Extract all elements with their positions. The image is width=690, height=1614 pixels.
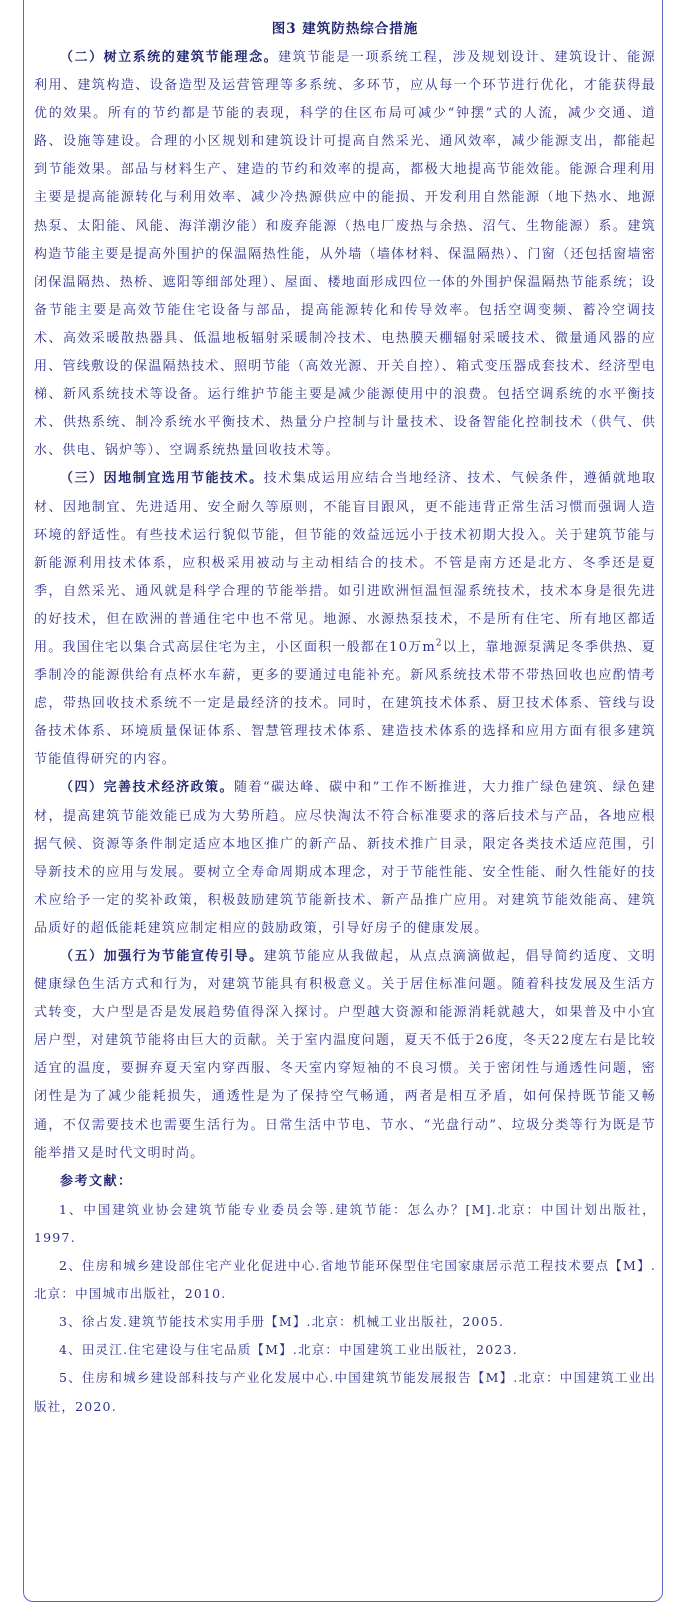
section-text: 以上，靠地源泵满足冬季供热、夏季制冷的能源供给有点杯水车薪，更多的要通过电能补充。新风系统技术带不带热回收也应酌情考虑，带热回收技术系统不一定是最经济的技术。同时，在建筑技术体系、厨卫技术体系、管线与设备技术体系、环境质量保证体系、智慧管理技术体系、建造技术体系的选择和应用方面有很多建筑节能值得研究的内容。 [34, 639, 656, 768]
section-text: 建筑节能应从我做起，从点点滴滴做起，倡导简约适度、文明健康绿色生活方式和行为，对建筑节能具有积极意义。关于居住标准问题。随着科技发展及生活方式转变，大户型是否是发展趋势值得深入探讨。户型越大资源和能源消耗就越大，如果普及中小宜居户型，对建筑节能将由巨大的贡献。关于室内温度问题，夏天不低于26度，冬天22度左右是比较适宜的温度，要摒弃夏天室内穿西服、冬天室内穿短袖的不良习惯。关于密闭性与通透性问题，密闭性是为了减少能耗损失，通透性是为了保持空气畅通，两者是相互矛盾，如何保持既节能又畅通，不仅需要技术也需要生活行为。日常生活中节电、节水、“光盘行动”、垃圾分类等行为既是节能举措又是时代文明时尚。 [34, 949, 656, 1161]
section-heading: （四）完善技术经济政策。 [60, 780, 234, 796]
superscript: 2 [435, 638, 443, 649]
section-heading: （二）树立系统的建筑节能理念。 [60, 50, 279, 65]
section-economic-policy [34, 774, 656, 943]
section-text: 建筑节能是一项系统工程，涉及规划设计、建筑设计、能源利用、建筑构造、设备造型及运营管理等多系统、多环节，应从每一个环节进行优化，才能获得最优的效果。所有的节约都是节能的表现，科学的住区布局可减少“钟摆”式的人流，减少交通、道路、设施等建设。合理的小区规划和建筑设计可提高自然采光、通风效率，减少能源支出，都能起到节能效果。部品与材料生产、建造的节约和效率的提高，都极大地提高节能效能。能源合理利用主要是提高能源转化与利用效率、减少冷热源供应中的能损、开发利用自然能源（地下热水、地源热泵、太阳能、风能、海洋潮汐能）和废弃能源（热电厂废热与余热、沼气、生物能源）系。建筑构造节能主要是提高外围护的保温隔热性能，从外墙（墙体材料、保温隔热）、门窗（还包括窗墙密闭保温隔热、热桥、遮阳等细部处理）、屋面、楼地面形成四位一体的外围护保温隔热节能系统；设备节能主要是高效节能住宅设备与部品，提高能源转化和传导效率。包括空调变频、蓄冷空调技术、高效采暖散热器具、低温地板辐射采暖制冷技术、电热膜天棚辐射采暖技术、微量通风器的应用、管线敷设的保温隔热技术、照明节能（高效光源、开关自控）、箱式变压器成套技术、经济型电梯、新风系统技术等设备。运行维护节能主要是减少能源使用中的浪费。包括空调系统的水平衡技术、供热系统、制冷系统水平衡技术、热量分户控制与计量技术、设备智能化控制技术（供气、供水、供电、锅炉等）、空调系统热量回收技术等。 [34, 50, 656, 459]
reference-item: 1、中国建筑业协会建筑节能专业委员会等.建筑节能：怎么办？[M].北京：中国计划出版社，1997. [34, 1201, 656, 1245]
references-title: 参考文献： [60, 1173, 133, 1189]
section-local-technology [34, 465, 656, 774]
section-text: 技术集成运用应结合当地经济、技术、气候条件，遵循就地取材、因地制宜、先进适用、安全耐久等原则，不能盲目跟风，更不能违背正常生活习惯而强调人造环境的舒适性。有些技术运行貌似节能，但节能的效益远远小于技术初期大投入。关于建筑节能与新能源利用技术体系，应积极采用被动与主动相结合的技术。不管是南方还是北方、冬季还是夏季，自然采光、通风就是科学合理的节能举措。如引进欧洲恒温恒湿系统技术，技术本身是很先进的好技术，但在欧洲的普通住宅中也不常见。地源、水源热泵技术，不是所有住宅、所有地区都适用。我国住宅以集合式高层住宅为主，小区面积一般都在10万m [34, 471, 656, 655]
reference-item: 3、徐占发.建筑节能技术实用手册【M】.北京：机械工业出版社，2005. [59, 1314, 505, 1330]
reference-item: 5、住房和城乡建设部科技与产业化发展中心.中国建筑节能发展报告【M】.北京：中国建筑工业出版社，2020. [34, 1370, 656, 1414]
reference-item: 4、田灵江.住宅建设与住宅品质【M】.北京：中国建筑工业出版社，2023. [59, 1342, 518, 1358]
section-behavior-guidance [34, 943, 656, 1168]
article-body [34, 18, 656, 1421]
figure-caption: 图3 建筑防热综合措施 [271, 21, 419, 37]
section-heading: （五）加强行为节能宣传引导。 [60, 949, 264, 964]
section-system-concept [34, 44, 656, 465]
reference-item: 2、住房和城乡建设部住宅产业化促进中心.省地节能环保型住宅国家康居示范工程技术要点【M】.北京：中国城市出版社，2010. [34, 1258, 656, 1302]
section-heading: （三）因地制宜选用节能技术。 [60, 471, 264, 487]
section-text: 随着“碳达峰、碳中和”工作不断推进，大力推广绿色建筑、绿色建材，提高建筑节能效能已成为大势所趋。应尽快淘汰不符合标准要求的落后技术与产品，各地应根据气候、资源等条件制定适应本地区推广的新产品、新技术推广目录，限定各类技术适应范围，引导新技术的应用与发展。要树立全寿命周期成本理念，对于节能性能、安全性能、耐久性能好的技术应给予一定的奖补政策，积极鼓励建筑节能新技术、新产品推广应用。对建筑节能效能高、建筑品质好的超低能耗建筑应制定相应的鼓励政策，引导好房子的健康发展。 [34, 780, 656, 936]
